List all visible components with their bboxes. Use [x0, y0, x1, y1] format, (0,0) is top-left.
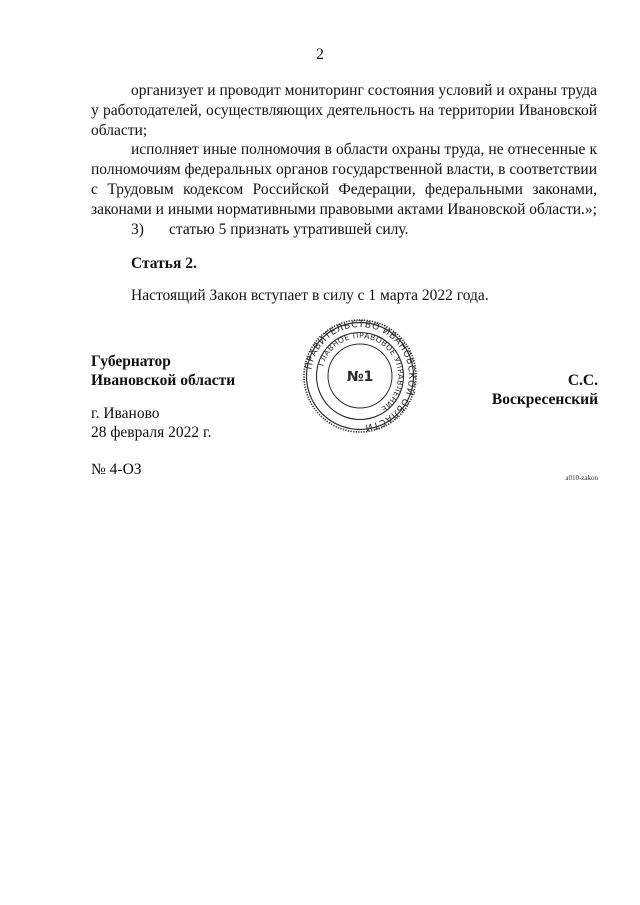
document-body	[91, 81, 597, 239]
signatory-name: С.С. Воскресенский	[491, 372, 598, 408]
list-item-3	[91, 220, 597, 240]
place-and-date	[91, 404, 211, 442]
seal-center-number: №1	[346, 369, 374, 385]
signatory-position	[91, 352, 235, 390]
page-number: 2	[316, 46, 324, 63]
article-title: Статья 2.	[131, 255, 197, 272]
place-city: г. Иваново	[91, 405, 160, 422]
paragraph-other-powers: исполняет иные полномочия в области охраны труда, не отнесенные к полномочиям федеральных органов государственной власти, в соответствии с Трудовым кодексом Российской Федерации, федеральными законами, законами и иными нормативными правовыми актами Ивановской области.»;	[91, 141, 597, 218]
official-seal	[302, 318, 418, 434]
file-code: a010-zakon	[565, 474, 598, 482]
law-number: № 4-ОЗ	[91, 461, 142, 478]
list-item-number: 3)	[131, 220, 144, 238]
signatory-position-line1: Губернатор	[91, 353, 171, 370]
article-text: Настоящий Закон вступает в силу с 1 марта 2022 года.	[131, 287, 489, 304]
signing-date: 28 февраля 2022 г.	[91, 424, 212, 441]
signatory-position-line2: Ивановской области	[91, 372, 236, 389]
seal-outer-text: ПРАВИТЕЛЬСТВО ИВАНОВСКОЙ ОБЛАСТИ	[303, 318, 418, 433]
paragraph-monitoring: организует и проводит мониторинг состояния условий и охраны труда у работодателей, осуществляющих деятельность на территории Ивановской области;	[91, 82, 597, 139]
list-item-text: статью 5 признать утратившей силу.	[169, 220, 409, 238]
seal-inner-text: ГЛАВНОЕ ПРАВОВОЕ УПРАВЛЕНИЕ	[316, 330, 406, 414]
